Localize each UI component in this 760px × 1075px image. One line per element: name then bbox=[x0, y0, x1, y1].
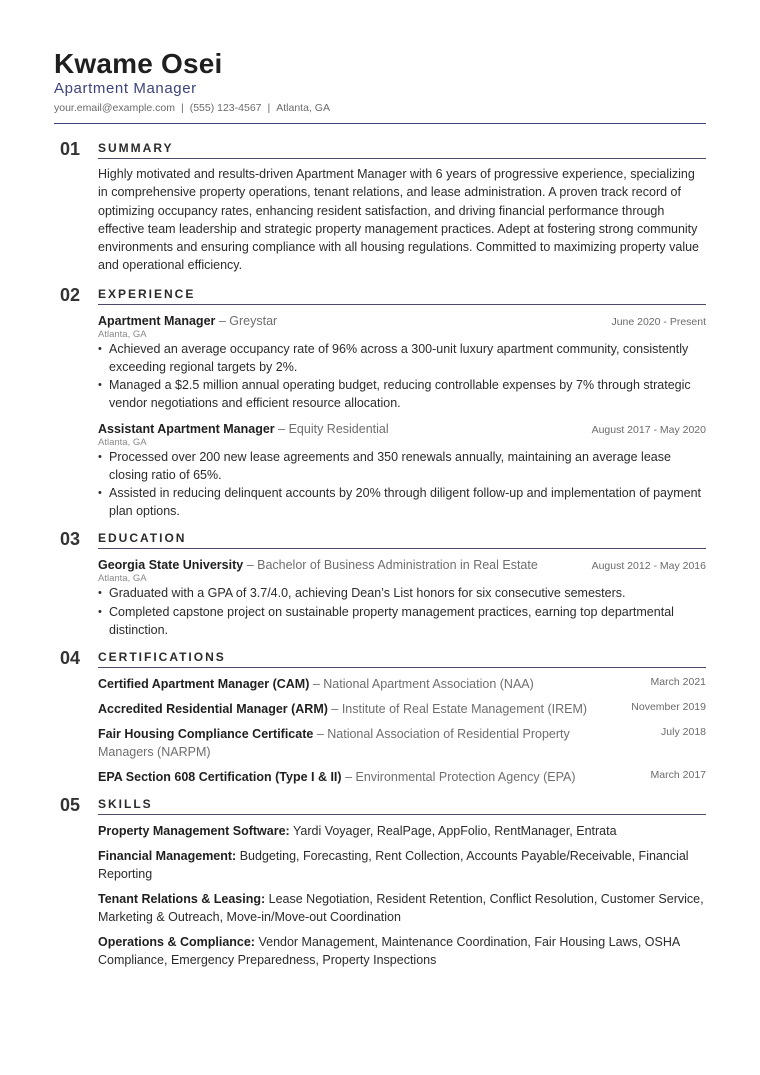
skill-item bbox=[98, 847, 706, 883]
education-entry bbox=[98, 557, 706, 639]
certification-item bbox=[98, 700, 706, 718]
job-title-line bbox=[98, 313, 277, 330]
certification-issuer: – Environmental Protection Agency (EPA) bbox=[345, 770, 576, 785]
skill-label: Property Management Software: bbox=[98, 824, 290, 839]
bullet-item: • Achieved an average occupancy rate of 96% across a 300-unit luxury apartment community, consistently exceeding regional targets by 2%. bbox=[98, 340, 706, 376]
job-entry bbox=[98, 421, 706, 521]
certification-date: March 2021 bbox=[650, 676, 706, 689]
education-location: Atlanta, GA bbox=[98, 573, 147, 585]
section-title: SUMMARY bbox=[98, 138, 706, 159]
contact-separator: | bbox=[267, 102, 271, 114]
section-number: 05 bbox=[60, 795, 81, 816]
job-bullets bbox=[98, 448, 706, 521]
contact-separator: | bbox=[180, 102, 184, 114]
job-date: June 2020 - Present bbox=[611, 315, 706, 328]
certifications-section bbox=[54, 647, 706, 786]
contact-location: Atlanta, GA bbox=[276, 102, 330, 114]
school-name: Georgia State University bbox=[98, 558, 244, 573]
job-bullets bbox=[98, 340, 706, 413]
skill-value: Yardi Voyager, RealPage, AppFolio, RentManager, Entrata bbox=[292, 824, 617, 839]
section-number: 03 bbox=[60, 529, 81, 550]
job-position: Assistant Apartment Manager bbox=[98, 421, 275, 436]
section-number: 04 bbox=[60, 648, 81, 669]
job-organization: – Greystar bbox=[218, 313, 278, 328]
education-date: August 2012 - May 2016 bbox=[591, 560, 706, 573]
job-location: Atlanta, GA bbox=[98, 436, 147, 448]
certification-name: EPA Section 608 Certification (Type I & II) bbox=[98, 770, 342, 785]
certification-date: March 2017 bbox=[650, 769, 706, 782]
certification-name: Fair Housing Compliance Certificate bbox=[98, 727, 314, 742]
skill-label: Financial Management: bbox=[98, 849, 237, 864]
job-date: August 2017 - May 2020 bbox=[591, 423, 706, 436]
degree-name: – Bachelor of Business Administration in Real Estate bbox=[246, 558, 538, 573]
job-title-line bbox=[98, 421, 389, 438]
section-title: EXPERIENCE bbox=[98, 284, 706, 305]
section-title: EDUCATION bbox=[98, 528, 706, 549]
certification-item bbox=[98, 768, 706, 786]
header-divider bbox=[54, 123, 706, 124]
job-entry bbox=[98, 313, 706, 413]
skill-label: Operations & Compliance: bbox=[98, 935, 255, 950]
bullet-item: • Processed over 200 new lease agreements and 350 renewals annually, maintaining an average lease closing ratio of 65%. bbox=[98, 448, 706, 484]
skills-section bbox=[54, 794, 706, 969]
skill-item bbox=[98, 933, 706, 969]
certification-item bbox=[98, 725, 706, 761]
section-title: CERTIFICATIONS bbox=[98, 647, 706, 668]
contact-phone[interactable]: (555) 123-4567 bbox=[189, 102, 262, 114]
section-number: 02 bbox=[60, 284, 81, 305]
section-title: SKILLS bbox=[98, 794, 706, 815]
education-title-line bbox=[98, 557, 538, 574]
experience-section bbox=[54, 284, 706, 521]
bullet-item: • Completed capstone project on sustainable property management practices, earning top departmental distinction. bbox=[98, 603, 706, 639]
skill-value: Vendor Management, Maintenance Coordination, Fair Housing Laws, OSHA Compliance, Emergency Preparedness, Property Inspections bbox=[98, 935, 680, 968]
certification-issuer: – National Apartment Association (NAA) bbox=[312, 677, 534, 692]
certification-issuer: – Institute of Real Estate Management (IREM) bbox=[331, 702, 588, 717]
job-organization: – Equity Residential bbox=[278, 421, 389, 436]
skill-value: Budgeting, Forecasting, Rent Collection, Accounts Payable/Receivable, Financial Reporting bbox=[98, 849, 689, 882]
certification-issuer: – National Association of Residential Property Managers (NARPM) bbox=[98, 727, 570, 760]
summary-text: Highly motivated and results-driven Apartment Manager with 6 years of progressive experience, specializing in comprehensive property operations, tenant relations, and lease administration. A proven track record of optimizing occupancy rates, enhancing resident satisfaction, and driving financial performance through effective team leadership and strategic property management practices. Adept at fostering strong community environments and ensuring compliance with all housing regulations. Committed to maximizing property value and operational efficiency. bbox=[98, 167, 699, 273]
skill-item bbox=[98, 822, 706, 840]
candidate-name: Kwame Osei bbox=[54, 48, 223, 79]
skill-value: Lease Negotiation, Resident Retention, Conflict Resolution, Customer Service, Marketing & Outreach, Move-in/Move-out Coordination bbox=[98, 892, 704, 925]
candidate-role: Apartment Manager bbox=[54, 80, 197, 97]
certification-item bbox=[98, 675, 706, 693]
certification-date: November 2019 bbox=[631, 701, 706, 714]
bullet-item: • Assisted in reducing delinquent accounts by 20% through diligent follow-up and implementation of payment plan options. bbox=[98, 484, 706, 520]
bullet-item: • Managed a $2.5 million annual operating budget, reducing controllable expenses by 7% through strategic vendor negotiations and efficient resource allocation. bbox=[98, 376, 706, 412]
bullet-item: • Graduated with a GPA of 3.7/4.0, achieving Dean’s List honors for six consecutive semesters. bbox=[98, 584, 706, 602]
certification-name: Accredited Residential Manager (ARM) bbox=[98, 702, 328, 717]
certification-date: July 2018 bbox=[661, 726, 706, 739]
skill-item bbox=[98, 890, 706, 926]
job-position: Apartment Manager bbox=[98, 313, 216, 328]
skill-label: Tenant Relations & Leasing: bbox=[98, 892, 266, 907]
contact-email[interactable]: your.email@example.com bbox=[54, 102, 175, 114]
education-bullets bbox=[98, 584, 706, 639]
resume-header bbox=[54, 48, 706, 124]
education-section bbox=[54, 528, 706, 639]
job-location: Atlanta, GA bbox=[98, 328, 147, 340]
contact-line bbox=[54, 101, 706, 115]
summary-section bbox=[54, 138, 706, 275]
certification-name: Certified Apartment Manager (CAM) bbox=[98, 677, 310, 692]
section-number: 01 bbox=[60, 139, 81, 159]
